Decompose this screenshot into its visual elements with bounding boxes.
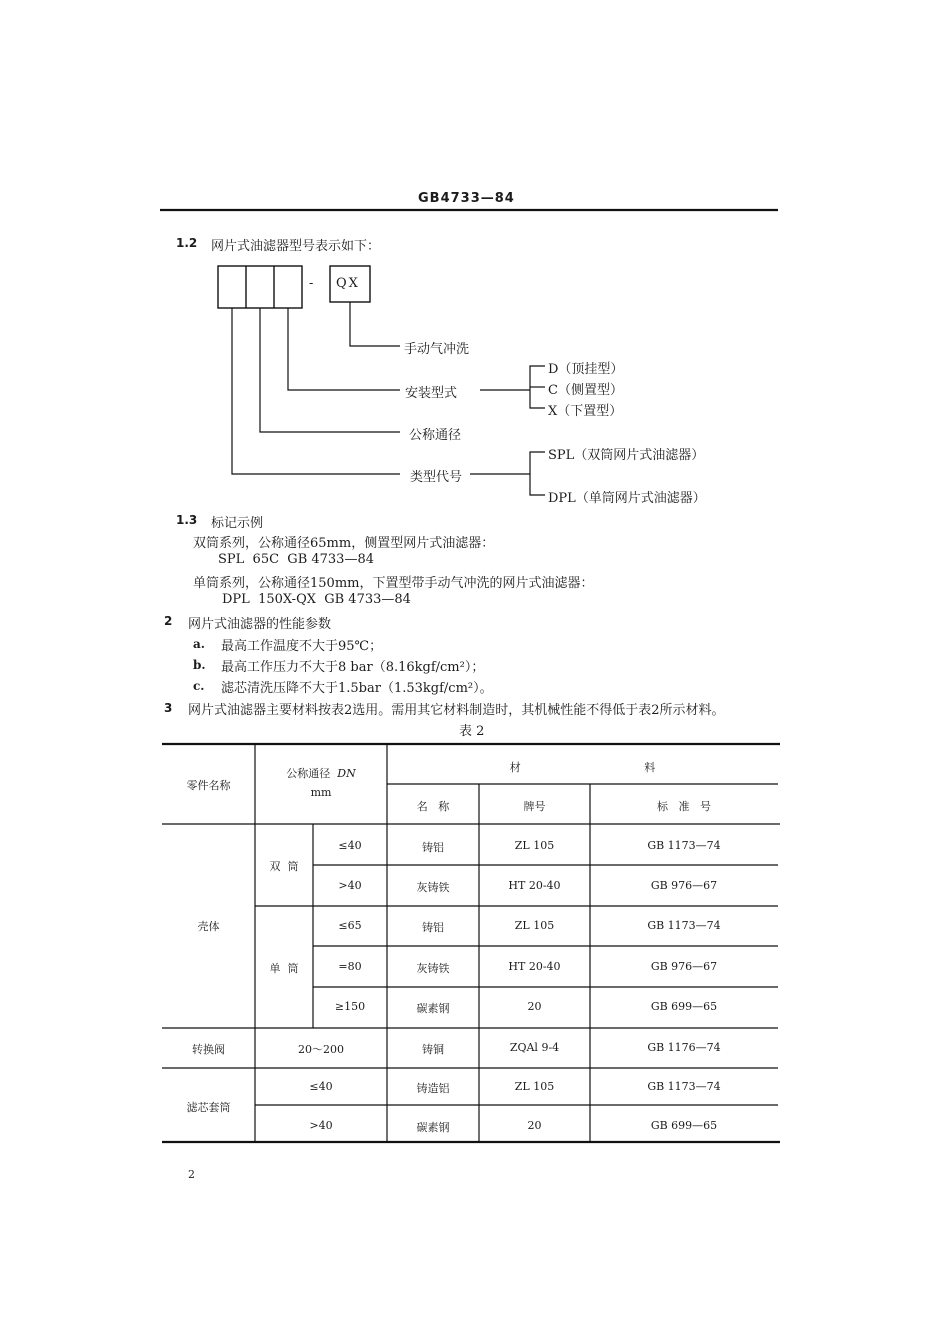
table-cell-grade: ZL 105 (514, 839, 555, 852)
section-number: 1.2 (176, 236, 198, 250)
table-cell-std: GB 976—67 (650, 960, 718, 973)
header-unit: mm (310, 786, 332, 799)
table-cell-dn: >40 (338, 879, 362, 892)
table-cell-dn: ≥150 (334, 1000, 366, 1013)
table-cell-std: GB 699—65 (650, 1000, 718, 1013)
table-cell-dn: 20～200 (298, 1043, 344, 1056)
type-option-dpl: DPL（单筒网片式油滤器） (548, 491, 706, 506)
header-name: 名 称 (416, 800, 450, 813)
example-2-code: DPL 150X-QX GB 4733—84 (222, 592, 411, 607)
install-option-d: D（顶挂型） (548, 362, 624, 377)
list-item: 最高工作温度不大于95℃； (221, 639, 383, 654)
example-1-code: SPL 65C GB 4733—84 (218, 552, 374, 567)
table-cell-grade: ZL 105 (514, 1080, 555, 1093)
section-text: 网片式油滤器主要材料按表2选用。需用其它材料制造时，其机械性能不得低于表2所示材料。 (188, 703, 725, 718)
manual-flush-label: 手动气冲洗 (404, 342, 470, 357)
header-part-name: 零件名称 (186, 779, 231, 792)
table-cell-grade: HT 20-40 (508, 879, 561, 892)
list-item: 滤芯清洗压降不大于1.5bar（1.53kgf/cm²）。 (221, 681, 493, 696)
list-item: 最高工作压力不大于8 bar（8.16kgf/cm²）； (221, 660, 485, 675)
table-cell-grade: ZQAl 9-4 (509, 1041, 560, 1054)
section-title: 标记示例 (211, 516, 264, 531)
table-cell-std: GB 1176—74 (647, 1041, 721, 1054)
table-cell-grade: 20 (527, 1119, 542, 1132)
example-2-description: 单筒系列，公称通径150mm，下置型带手动气冲洗的网片式油滤器： (193, 576, 594, 591)
nominal-dia-label: 公称通径 (409, 428, 462, 443)
table-cell-dn: >40 (309, 1119, 333, 1132)
section-number: 3 (164, 701, 173, 715)
section-number: 1.3 (176, 513, 198, 527)
table-cell-std: GB 699—65 (650, 1119, 718, 1132)
part-filter: 滤芯套筒 (186, 1101, 231, 1114)
type-option-spl: SPL（双筒网片式油滤器） (548, 448, 705, 463)
section-title: 网片式油滤器型号表示如下： (211, 239, 381, 254)
suffix-box-label: QX (336, 276, 360, 291)
type-code-label: 类型代号 (410, 470, 463, 485)
document-code: GB4733—84 (418, 191, 515, 206)
table-cell-name: 铸铜 (422, 1043, 444, 1056)
table-cell-name: 灰铸铁 (416, 962, 450, 975)
table-cell-grade: HT 20-40 (508, 960, 561, 973)
table-cell-std: GB 1173—74 (647, 839, 721, 852)
table-cell-std: GB 1173—74 (647, 1080, 721, 1093)
table-cell-name: 铸铝 (422, 841, 444, 854)
example-1-description: 双筒系列，公称通径65mm，侧置型网片式油滤器： (193, 536, 495, 551)
table-cell-grade: ZL 105 (514, 919, 555, 932)
part-shell: 壳体 (197, 920, 220, 933)
table-cell-name: 碳素钢 (416, 1121, 450, 1134)
list-marker: a. (193, 637, 205, 651)
table-cell-dn: =80 (338, 960, 362, 973)
header-nominal-dia: 公称通径 DN (286, 767, 356, 780)
page-number: 2 (188, 1168, 195, 1181)
install-option-c: C（侧置型） (548, 383, 623, 398)
group-single: 单 筒 (269, 962, 299, 975)
table-cell-grade: 20 (527, 1000, 542, 1013)
header-standard: 标 准 号 (657, 800, 711, 813)
header-grade: 牌号 (523, 800, 546, 813)
table-cell-name: 铸造铝 (416, 1082, 450, 1095)
section-title: 网片式油滤器的性能参数 (188, 617, 332, 632)
table-cell-std: GB 976—67 (650, 879, 718, 892)
group-double: 双 筒 (269, 860, 299, 873)
table-cell-std: GB 1173—74 (647, 919, 721, 932)
header-dn: DN (337, 767, 356, 780)
install-type-label: 安装型式 (405, 386, 458, 401)
table-cell-dn: ≤40 (309, 1080, 333, 1093)
table-cell-dn: ≤65 (338, 919, 362, 932)
install-option-x: X（下置型） (548, 404, 623, 419)
list-marker: c. (193, 679, 205, 693)
list-marker: b. (193, 658, 206, 672)
section-number: 2 (164, 614, 173, 628)
table-cell-name: 碳素钢 (416, 1002, 450, 1015)
part-valve: 转换阀 (192, 1043, 225, 1056)
table-cell-name: 灰铸铁 (416, 881, 450, 894)
table-cell-dn: ≤40 (338, 839, 362, 852)
header-material: 材 料 (509, 761, 656, 774)
table-cell-name: 铸铝 (422, 921, 444, 934)
table-caption: 表 2 (459, 724, 485, 739)
diagram-dash: - (309, 276, 314, 291)
